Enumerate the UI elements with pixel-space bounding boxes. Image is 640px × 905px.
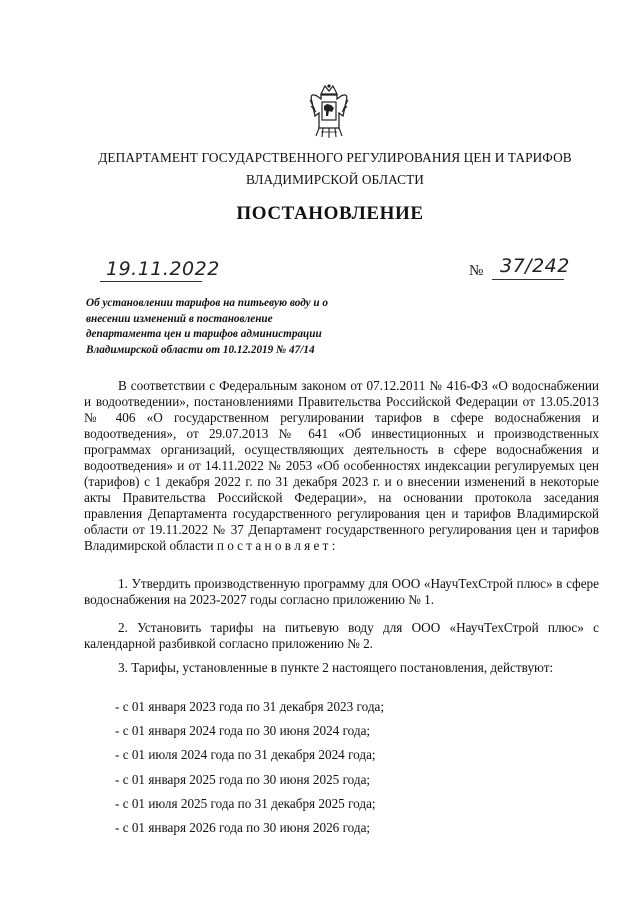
period-list-item: - с 01 января 2026 года по 30 июня 2026 года; bbox=[115, 820, 371, 835]
department-name-line1: ДЕПАРТАМЕНТ ГОСУДАРСТВЕННОГО РЕГУЛИРОВАНИЯ ЦЕН И ТАРИФОВ bbox=[98, 150, 572, 165]
period-list-item: - с 01 июля 2025 года по 31 декабря 2025 года; bbox=[115, 796, 376, 811]
period-list-item: - с 01 января 2025 года по 30 июня 2025 года; bbox=[115, 772, 371, 787]
period-list-item: - с 01 января 2024 года по 30 июня 2024 года; bbox=[115, 723, 371, 738]
document-subject bbox=[86, 296, 366, 358]
date-underline bbox=[100, 281, 202, 282]
subject-line: внесении изменений в постановление bbox=[86, 312, 273, 325]
number-sign: № bbox=[469, 263, 484, 279]
document-date: 19.11.2022 bbox=[106, 258, 220, 280]
document-number: 37/242 bbox=[500, 255, 570, 277]
subject-line: Владимирской области от 10.12.2019 № 47/14 bbox=[86, 343, 315, 356]
period-list-item: - с 01 января 2023 года по 31 декабря 2023 года; bbox=[115, 699, 385, 714]
item-2-paragraph: 2. Установить тарифы на питьевую воду для ООО «НаучТехСтрой плюс» с календарной разбивкой согласно приложению № 2. bbox=[84, 620, 599, 651]
number-underline bbox=[492, 279, 564, 280]
coat-of-arms-icon bbox=[308, 82, 350, 140]
preamble-paragraph: В соответствии с Федеральным законом от 07.12.2011 № 416-ФЗ «О водоснабжении и водоотведении», постановлениями Правительства Российской Федерации от 13.05.2013 № 406 «О государственном регулировании тарифов в сфере водоснабжения и водоотведения», от 29.07.2013 № 641 «Об инвестиционных и производственных программах организаций, осуществляющих деятельность в сфере водоснабжения и водоотведения» и от 14.11.2022 № 2053 «Об особенностях индексации регулируемых цен (тарифов) с 1 декабря 2022 г. по 31 декабря 2023 г. и о внесении изменений в некоторые акты Правительства Российской Федерации», на основании протокола заседания правления Департамента государственного регулирования цен и тарифов Владимирской области от 19.11.2022 № 37 Департамент государственного регулирования цен и тарифов Владимирской области п о с т а н о в л я е т : bbox=[84, 378, 599, 553]
period-list-item: - с 01 июля 2024 года по 31 декабря 2024 года; bbox=[115, 747, 376, 762]
item-1-paragraph: 1. Утвердить производственную программу для ООО «НаучТехСтрой плюс» в сфере водоснабжения на 2023-2027 годы согласно приложению № 1. bbox=[84, 576, 599, 607]
department-name-line2: ВЛАДИМИРСКОЙ ОБЛАСТИ bbox=[245, 172, 425, 187]
document-title: ПОСТАНОВЛЕНИЕ bbox=[236, 203, 424, 224]
subject-line: Об установлении тарифов на питьевую воду и о bbox=[86, 297, 328, 309]
subject-line: департамента цен и тарифов администрации bbox=[86, 328, 322, 340]
item-3-paragraph: 3. Тарифы, установленные в пункте 2 настоящего постановления, действуют: bbox=[118, 660, 554, 675]
